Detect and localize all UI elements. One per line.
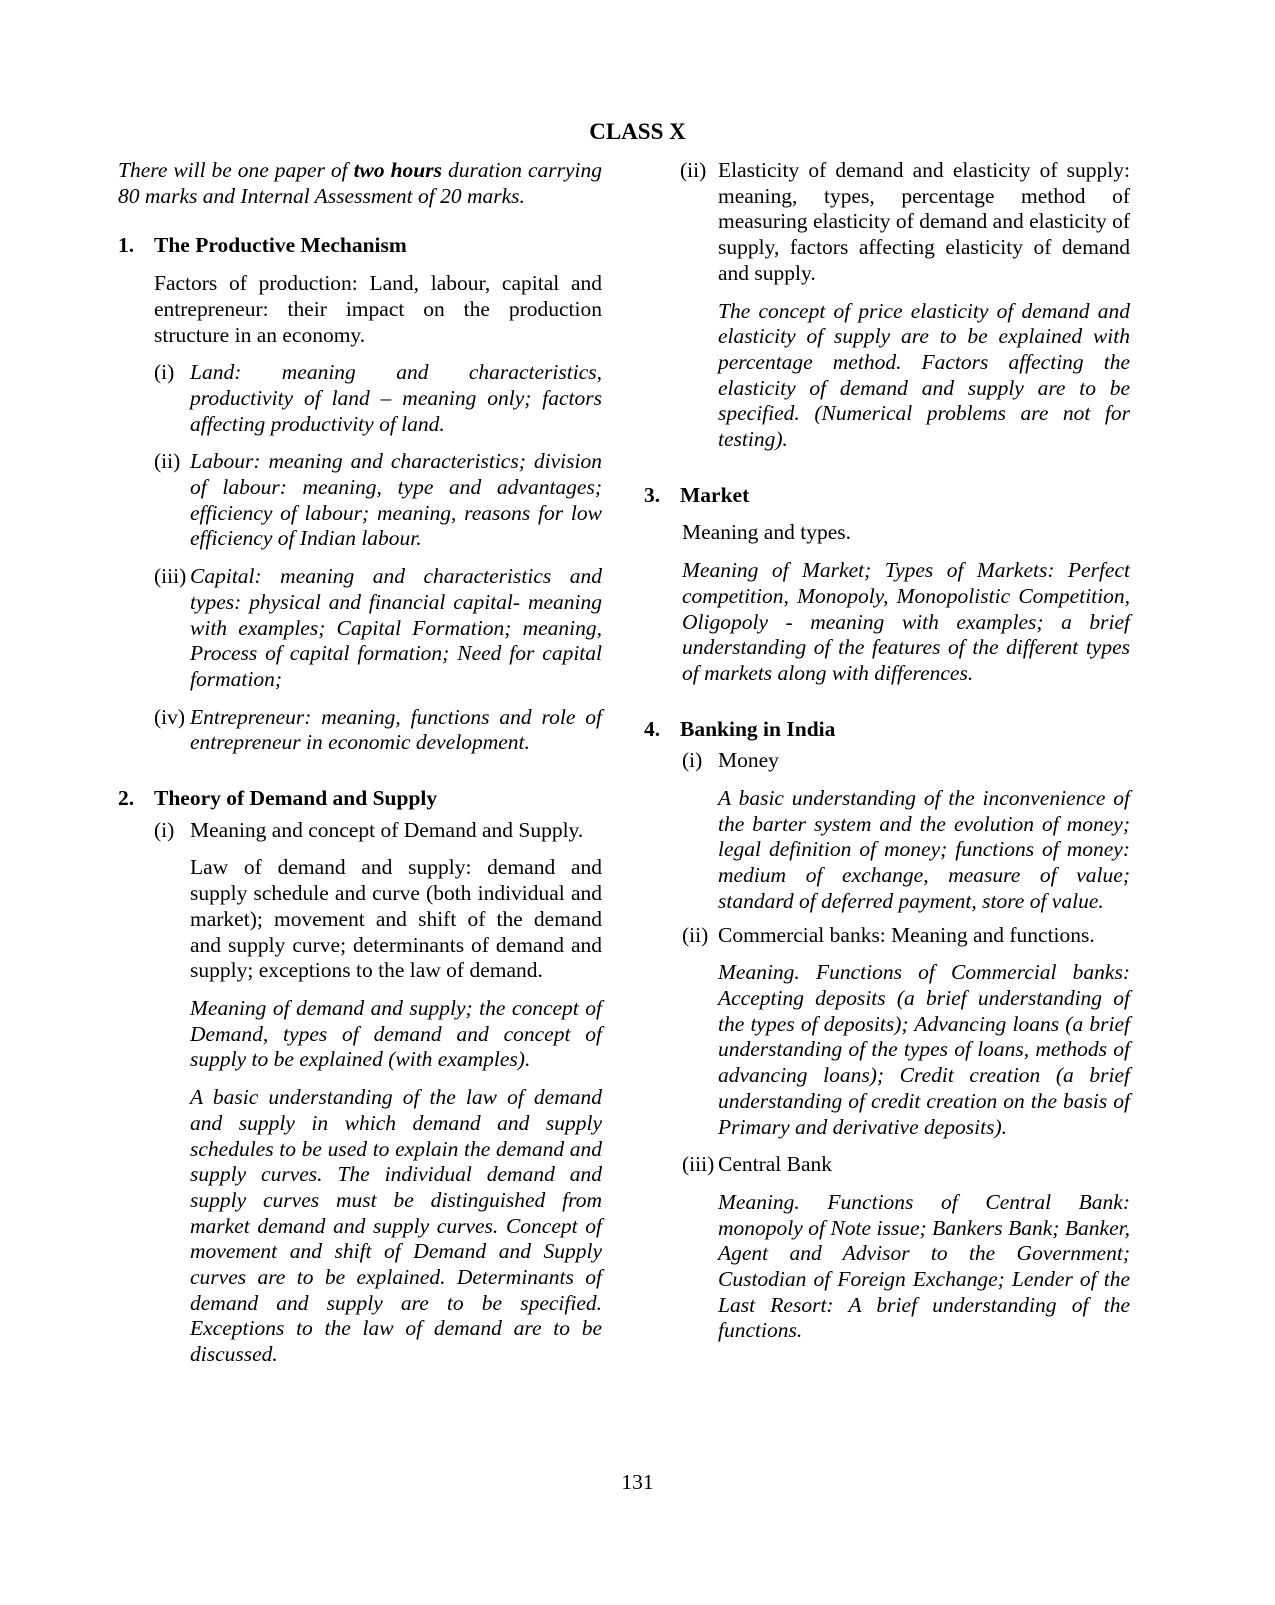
- item-marker: (ii): [682, 922, 709, 947]
- page-number: 131: [621, 1470, 654, 1494]
- section-3-description: Meaning and types.: [682, 520, 851, 545]
- item-text: Labour: meaning and characteristics; division of labour: meaning, type and advantages; efficiency of labour; meaning, reasons for low efficiency of Indian labour.: [190, 449, 602, 551]
- item-marker: (i): [154, 817, 175, 842]
- section-1-item-2: [118, 449, 602, 552]
- section-4-item-3: [644, 1152, 1130, 1178]
- section-4-heading: [644, 717, 1130, 743]
- item-text: Capital: meaning and characteristics and types: physical and financial capital- meaning with examples; Capital Formation; meaning, Process of capital formation; Need for capital formation;: [190, 564, 602, 691]
- intro-paragraph: [118, 158, 602, 209]
- section-1-description: Factors of production: Land, labour, capital and entrepreneur: their impact on the production structure in an economy.: [154, 271, 602, 347]
- section-3-title: Market: [680, 482, 750, 507]
- item-text: Money: [718, 748, 779, 773]
- item-marker: (ii): [154, 449, 181, 474]
- section-2-item-1: [118, 818, 602, 844]
- left-column: [118, 158, 602, 1368]
- right-column: [644, 158, 1130, 1344]
- item-text: Commercial banks: Meaning and functions.: [718, 922, 1095, 947]
- section-1-item-4: [118, 705, 602, 756]
- section-4-item-2-detail: Meaning. Functions of Commercial banks: Accepting deposits (a brief understanding of the types of deposits); Advancing loans (a brief understanding of the types of loans, methods of advancing loans); Credit creation (a brief understanding of credit creation on the basis of Primary and derivative deposits).: [718, 960, 1130, 1139]
- section-2-item-1-law: Law of demand and supply: demand and supply schedule and curve (both individual and market); movement and shift of the demand and supply curve; determinants of demand and supply; exceptions to the law of demand.: [190, 855, 602, 983]
- item-text: Elasticity of demand and elasticity of supply: meaning, types, percentage method of measuring elasticity of demand and elasticity of supply, factors affecting elasticity of demand and supply.: [718, 158, 1130, 285]
- section-2-item-2: [644, 158, 1130, 287]
- item-marker: (i): [154, 360, 175, 385]
- section-2-item-2-detail: The concept of price elasticity of demand and elasticity of supply are to be explained with percentage method. Factors affecting the elasticity of demand and supply are to be specified. (Numerical problems are not for testing).: [718, 298, 1130, 452]
- intro-duration: two hours: [353, 158, 442, 182]
- item-text: Meaning and concept of Demand and Supply.: [190, 817, 584, 842]
- section-2-heading: [118, 786, 602, 812]
- item-text: Central Bank: [718, 1152, 833, 1177]
- section-2-item-1-meaning: Meaning of demand and supply; the concept of Demand, types of demand and concept of supply to be explained (with examples).: [190, 995, 602, 1072]
- intro-text-2: duration carrying 80 marks and Internal Assessment of 20 marks.: [118, 158, 602, 208]
- section-4-title: Banking in India: [680, 716, 836, 741]
- item-marker: (i): [682, 748, 703, 773]
- section-4-item-3-detail: Meaning. Functions of Central Bank: monopoly of Note issue; Bankers Bank; Banker, Agent and Advisor to the Government; Custodian of Foreign Exchange; Lender of the Last Resort: A brief understanding of the functions.: [718, 1189, 1130, 1343]
- section-1-title: The Productive Mechanism: [154, 233, 407, 258]
- section-3-number: 3.: [644, 482, 661, 507]
- section-3-heading: [644, 483, 1130, 509]
- section-4-item-1: [644, 748, 1130, 774]
- section-1-item-3: [118, 564, 602, 693]
- item-text: Entrepreneur: meaning, functions and role of entrepreneur in economic development.: [190, 704, 602, 755]
- item-marker: (iii): [682, 1152, 715, 1177]
- item-text: Land: meaning and characteristics, productivity of land – meaning only; factors affecting productivity of land.: [190, 360, 602, 436]
- page-title: CLASS X: [589, 119, 686, 144]
- section-1-heading: [118, 233, 602, 259]
- section-4-number: 4.: [644, 716, 661, 741]
- section-4-item-1-detail: A basic understanding of the inconvenience of the barter system and the evolution of money; legal definition of money; functions of money: medium of exchange, measure of value; standard of deferred payment, store of value.: [718, 786, 1130, 913]
- section-1-number: 1.: [118, 233, 135, 258]
- section-4-item-2: [644, 923, 1130, 949]
- item-marker: (ii): [680, 158, 707, 182]
- section-2-item-1-understanding: A basic understanding of the law of demand and supply in which demand and supply schedules to be used to explain the demand and supply curves. The individual demand and supply curves must be distinguished from market demand and supply curves. Concept of movement and shift of Demand and Supply curves are to be explained. Determinants of demand and supply are to be specified. Exceptions to the law of demand are to be discussed.: [190, 1085, 602, 1367]
- item-marker: (iii): [154, 564, 187, 589]
- intro-text-1: There will be one paper of: [118, 158, 354, 182]
- section-1-item-1: [118, 360, 602, 437]
- section-3-detail: Meaning of Market; Types of Markets: Perfect competition, Monopoly, Monopolistic Competition, Oligopoly - meaning with examples; a brief understanding of the features of the different types of markets along with differences.: [682, 558, 1130, 685]
- section-2-number: 2.: [118, 786, 135, 811]
- item-marker: (iv): [154, 704, 186, 729]
- section-2-title: Theory of Demand and Supply: [154, 786, 438, 811]
